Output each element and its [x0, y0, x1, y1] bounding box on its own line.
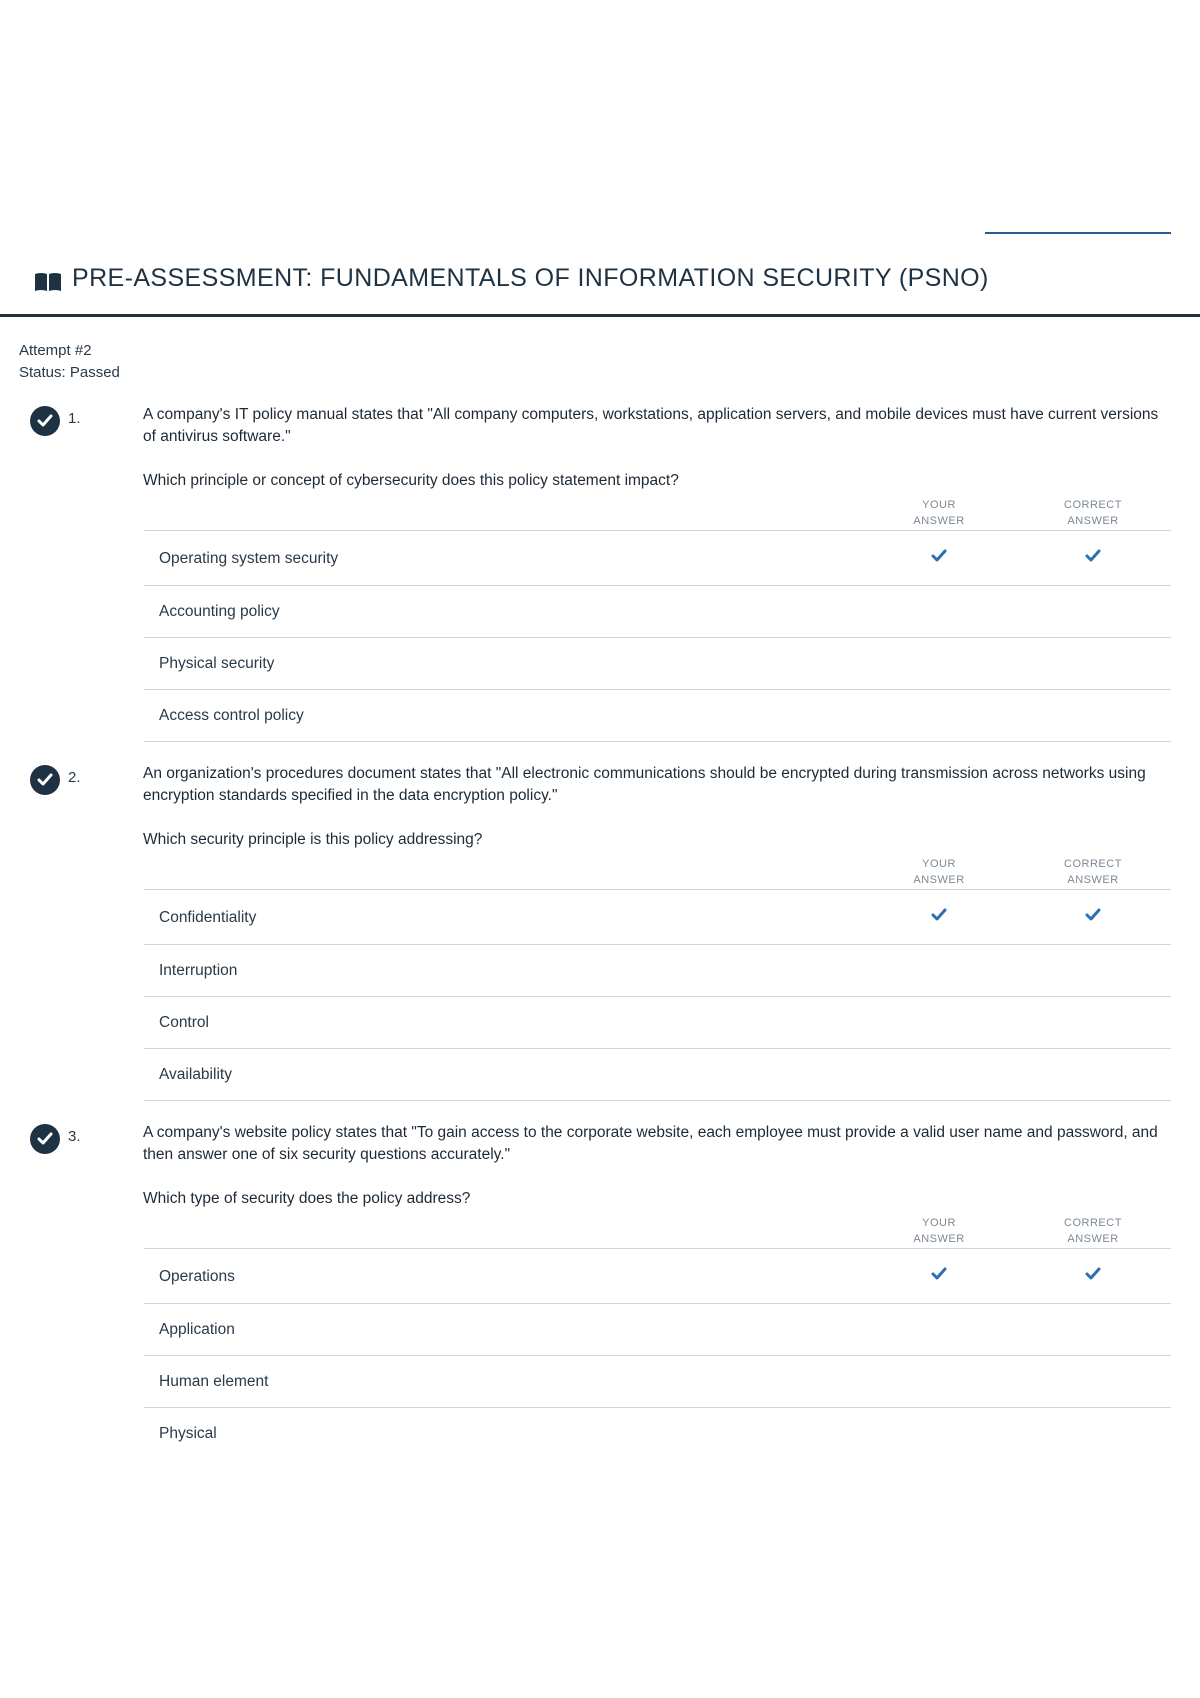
correct-answer-check-icon — [1085, 1267, 1101, 1281]
answer-option — [144, 1049, 1171, 1101]
answer-label: Human element — [159, 1373, 269, 1390]
answer-option — [144, 997, 1171, 1049]
question-text: A company's IT policy manual states that "All company computers, workstations, application servers, and mobile devices must have current versions of antivirus software." — [143, 406, 1159, 445]
your-answer-check-icon — [931, 549, 947, 563]
answer-label: Availability — [159, 1066, 232, 1083]
answer-list — [144, 889, 1171, 1101]
answer-option — [144, 531, 1171, 586]
correct-answer-check-icon — [1085, 549, 1101, 563]
question-prompt: Which type of security does the policy address? — [143, 1190, 471, 1207]
attempt-status: Status: Passed — [19, 364, 120, 381]
answer-option — [144, 638, 1171, 690]
answer-label: Operating system security — [159, 550, 339, 567]
correct-check-icon — [30, 406, 60, 436]
correct-answer-header: CORRECT ANSWER — [1064, 1217, 1122, 1245]
answer-list — [144, 1248, 1171, 1459]
answer-list — [144, 530, 1171, 742]
your-answer-check-icon — [931, 1267, 947, 1281]
question-number: 1. — [68, 410, 81, 427]
your-answer-header: YOUR ANSWER — [913, 858, 965, 886]
answer-option — [144, 1356, 1171, 1408]
your-answer-header: YOUR ANSWER — [913, 499, 965, 527]
book-icon — [34, 272, 62, 292]
top-link-underline — [985, 232, 1171, 234]
answer-option — [144, 586, 1171, 638]
answer-label: Confidentiality — [159, 909, 257, 926]
answer-label: Control — [159, 1014, 209, 1031]
answer-label: Physical — [159, 1425, 217, 1442]
question-text: An organization's procedures document states that "All electronic communications should be encrypted during transmission across networks using encryption standards specified in the data encryption policy." — [143, 765, 1146, 804]
question-number: 2. — [68, 769, 81, 786]
correct-answer-header: CORRECT ANSWER — [1064, 858, 1122, 886]
answer-label: Application — [159, 1321, 235, 1338]
your-answer-check-icon — [931, 908, 947, 922]
your-answer-header: YOUR ANSWER — [913, 1217, 965, 1245]
question-prompt: Which security principle is this policy addressing? — [143, 831, 483, 848]
correct-check-icon — [30, 1124, 60, 1154]
question-text: A company's website policy states that "To gain access to the corporate website, each employee must provide a valid user name and password, and then answer one of six security questions accurately." — [143, 1124, 1158, 1163]
page-title: PRE-ASSESSMENT: FUNDAMENTALS OF INFORMATION SECURITY (PSNO) — [72, 264, 989, 292]
page-header — [0, 258, 1200, 318]
question-number: 3. — [68, 1128, 81, 1145]
answer-label: Access control policy — [159, 707, 304, 724]
answer-label: Accounting policy — [159, 603, 280, 620]
answer-option — [144, 690, 1171, 742]
answer-label: Physical security — [159, 655, 275, 672]
answer-label: Interruption — [159, 962, 238, 979]
answer-option — [144, 1249, 1171, 1304]
answer-label: Operations — [159, 1268, 235, 1285]
correct-answer-header: CORRECT ANSWER — [1064, 499, 1122, 527]
answer-option — [144, 1304, 1171, 1356]
correct-check-icon — [30, 765, 60, 795]
header-divider — [0, 314, 1200, 317]
answer-option — [144, 945, 1171, 997]
question-prompt: Which principle or concept of cybersecurity does this policy statement impact? — [143, 472, 679, 489]
attempt-number: Attempt #2 — [19, 342, 92, 359]
answer-option — [144, 1408, 1171, 1459]
attempt-info — [19, 340, 120, 384]
answer-option — [144, 890, 1171, 945]
correct-answer-check-icon — [1085, 908, 1101, 922]
